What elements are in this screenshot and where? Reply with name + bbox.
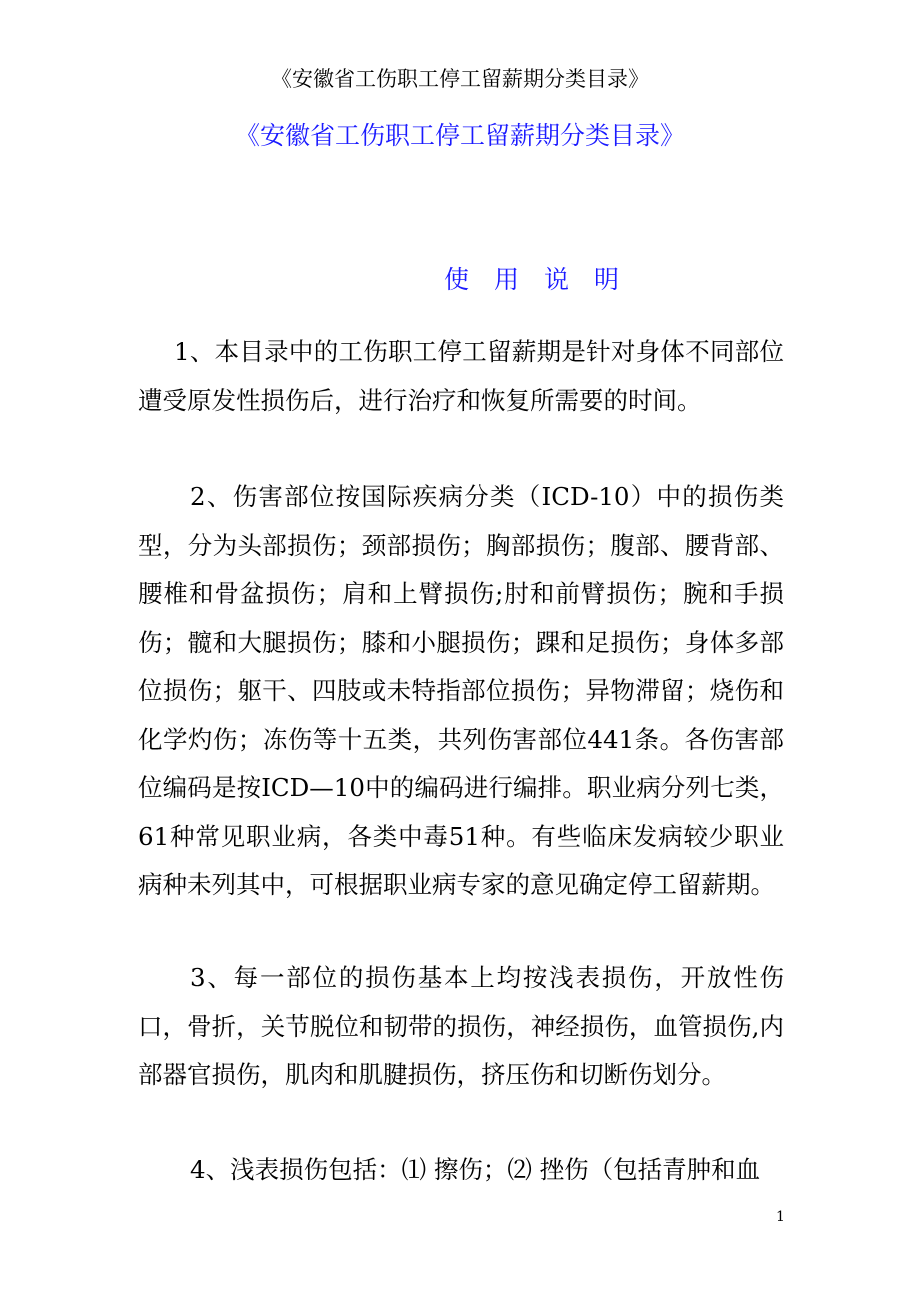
paragraph-3: 3、每一部位的损伤基本上均按浅表损伤，开放性伤口，骨折，关节脱位和韧带的损伤，神经损伤，血管损伤,内部器官损伤，肌肉和肌腱损伤，挤压伤和切断伤划分。: [138, 963, 784, 1089]
page-header: 《安徽省工伤职工停工留薪期分类目录》: [271, 67, 649, 91]
paragraph-1: 1、本目录中的工伤职工停工留薪期是针对身体不同部位遭受原发性损伤后，进行治疗和恢复所需要的时间。: [138, 337, 784, 415]
section-title: 使用说明: [444, 265, 645, 294]
paragraph-2: 2、伤害部位按国际疾病分类（ICD-10）中的损伤类型，分为头部损伤；颈部损伤；胸部损伤；腹部、腰背部、腰椎和骨盆损伤；肩和上臂损伤;肘和前臂损伤；腕和手损伤；髋和大腿损伤；膝和小腿损伤；踝和足损伤；身体多部位损伤；躯干、四肢或未特指部位损伤；异物滞留；烧伤和化学灼伤；冻伤等十五类，共列伤害部位441条。各伤害部位编码是按ICD—10中的编码进行编排。职业病分列七类，61种常见职业病，各类中毒51种。有些临床发病较少职业病种未列其中，可根据职业病专家的意见确定停工留薪期。: [138, 482, 784, 899]
document-title: 《安徽省工伤职工停工留薪期分类目录》: [234, 121, 685, 150]
paragraph-4: 4、浅表损伤包括：⑴ 擦伤；⑵ 挫伤（包括青肿和血: [190, 1155, 761, 1184]
page-number: 1: [776, 1209, 785, 1225]
